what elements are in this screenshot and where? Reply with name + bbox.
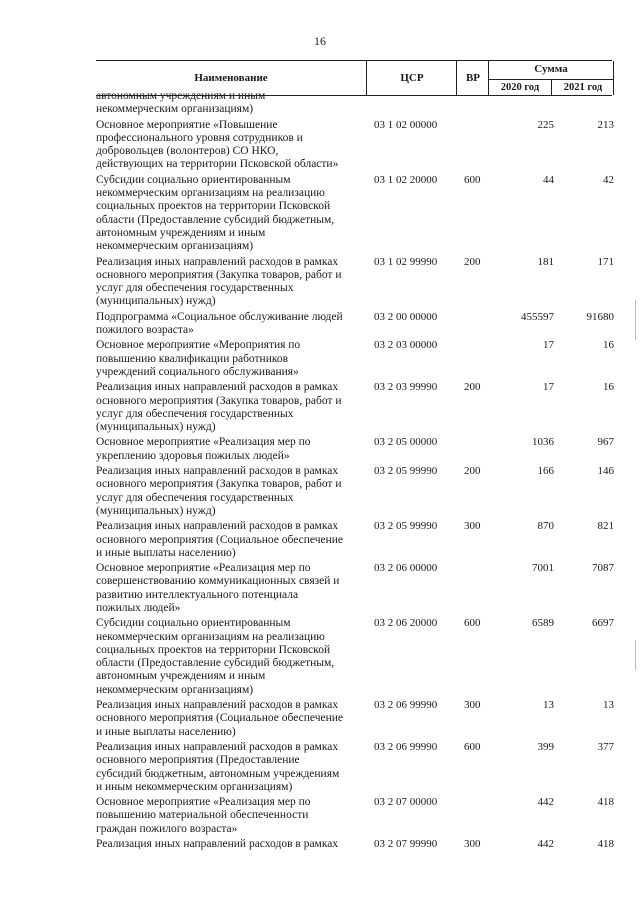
header-sum-title: Сумма: [534, 63, 568, 75]
row-name: Основное мероприятие «Повышение профессионального уровня сотрудников и добровольцев (волонтеров) СО НКО, действующих на территории Псковской области»: [96, 118, 339, 171]
row-name: Реализация иных направлений расходов в рамках основного мероприятия (Закупка товаров, работ и услуг для обеспечения государственных (муниципальных) нужд): [96, 255, 342, 308]
header-vr: ВР: [456, 61, 489, 95]
row-sum-2021: 418: [597, 796, 614, 809]
row-sum-2021: 13: [603, 699, 614, 712]
row-csr: 03 2 05 99990: [374, 465, 438, 478]
row-sum-2021: 377: [597, 740, 614, 753]
row-sum-2021: 967: [597, 436, 614, 449]
row-sum-2020: 870: [537, 520, 554, 533]
row-csr: 03 2 00 00000: [374, 310, 438, 323]
row-vr: 200: [464, 381, 481, 394]
row-csr: 03 2 03 00000: [374, 339, 438, 352]
row-vr: 600: [464, 617, 481, 630]
row-sum-2020: 442: [537, 838, 554, 851]
table-row: [96, 520, 616, 560]
row-name: Основное мероприятие «Реализация мер по повышению материальной обеспеченности граждан пожилого возраста»: [96, 796, 311, 835]
row-vr: 200: [464, 255, 481, 268]
page-number: 16: [314, 34, 326, 48]
row-csr: 03 2 06 00000: [374, 562, 438, 575]
header-csr: ЦСР: [366, 61, 457, 95]
row-csr: 03 2 07 00000: [374, 796, 438, 809]
row-sum-2020: 1036: [532, 436, 554, 449]
row-name: Субсидии социально ориентированным некоммерческим организациям на реализацию социальных проектов на территории Псковской области (Предоставление субсидий бюджетным, автономным учреждениям и иным некоммерческим организациям): [96, 617, 335, 696]
row-sum-2021: 821: [597, 520, 614, 533]
row-sum-2020: 7001: [532, 562, 554, 575]
row-sum-2020: 17: [543, 381, 554, 394]
row-name: Реализация иных направлений расходов в рамках основного мероприятия (Закупка товаров, работ и услуг для обеспечения государственных (муниципальных) нужд): [96, 465, 342, 517]
row-name: Основное мероприятие «Реализация мер по укреплению здоровья пожилых людей»: [96, 436, 311, 462]
table-row: [96, 699, 616, 739]
table-row: [96, 256, 616, 309]
table-row: [96, 562, 616, 615]
row-sum-2020: 17: [543, 339, 554, 352]
row-csr: 03 2 06 99990: [374, 699, 438, 712]
row-name: Реализация иных направлений расходов в рамках основного мероприятия (Социальное обеспечение и иные выплаты населению): [96, 520, 343, 559]
row-sum-2021: 7087: [592, 562, 614, 575]
row-sum-2020: 181: [537, 255, 554, 268]
row-vr: 200: [464, 465, 481, 478]
row-vr: 300: [464, 520, 481, 533]
row-vr: 300: [464, 838, 481, 851]
row-sum-2021: 42: [603, 173, 614, 186]
row-csr: 03 1 02 99990: [374, 255, 438, 268]
row-csr: 03 2 05 00000: [374, 436, 438, 449]
row-sum-2020: 399: [537, 740, 554, 753]
table-row: [96, 174, 616, 254]
row-csr: 03 1 02 20000: [374, 173, 438, 186]
header-year-2020: 2020 год: [489, 79, 551, 95]
row-name: Субсидии социально ориентированным некоммерческим организациям на реализацию социальных проектов на территории Псковской области (Предоставление субсидий бюджетным, автономным учреждениям и иным некоммерческим организациям): [96, 173, 335, 253]
row-sum-2021: 16: [603, 381, 614, 394]
row-name: Основное мероприятие «Мероприятия по повышению квалификации работников учреждений социального обслуживания»: [96, 339, 301, 378]
table-body: [96, 90, 616, 851]
table-row: [96, 741, 616, 794]
row-csr: 03 2 07 99990: [374, 838, 438, 851]
row-csr: 03 2 05 99990: [374, 520, 438, 533]
table-row: [96, 617, 616, 697]
row-name: Подпрограмма «Социальное обслуживание людей пожилого возраста»: [96, 310, 343, 337]
table-row: [96, 838, 616, 851]
row-sum-2021: 171: [597, 255, 614, 268]
row-csr: 03 1 02 00000: [374, 118, 438, 131]
row-csr: 03 2 03 99990: [374, 381, 438, 394]
table-row: [96, 90, 616, 117]
row-sum-2020: 442: [537, 796, 554, 809]
scan-edge-mark: [635, 640, 636, 670]
row-name: Реализация иных направлений расходов в рамках: [96, 838, 339, 851]
row-sum-2021: 6697: [592, 617, 614, 630]
row-sum-2021: 91680: [586, 310, 614, 323]
row-sum-2021: 213: [597, 118, 614, 131]
row-sum-2020: 225: [537, 118, 554, 131]
row-sum-2020: 6589: [532, 617, 554, 630]
table-row: [96, 119, 616, 172]
table-row: [96, 465, 616, 518]
row-vr: 300: [464, 699, 481, 712]
row-csr: 03 2 06 20000: [374, 617, 438, 630]
row-sum-2021: 16: [603, 339, 614, 352]
table-row: [96, 436, 616, 463]
table-row: [96, 381, 616, 434]
row-sum-2020: 13: [543, 699, 554, 712]
header-year-2021: 2021 год: [551, 79, 614, 95]
row-name: автономным учреждениям и иным некоммерческим организациям): [96, 90, 266, 116]
row-sum-2020: 455597: [521, 310, 554, 323]
table-row: [96, 339, 616, 379]
row-sum-2021: 418: [597, 838, 614, 851]
row-csr: 03 2 06 99990: [374, 740, 438, 753]
row-name: Реализация иных направлений расходов в рамках основного мероприятия (Предоставление субсидий бюджетным, автономным учреждениям и иным некоммерческим организациям): [96, 740, 340, 793]
scan-edge-mark: [635, 300, 636, 340]
row-vr: 600: [464, 173, 481, 186]
row-name: Реализация иных направлений расходов в рамках основного мероприятия (Закупка товаров, работ и услуг для обеспечения государственных (муниципальных) нужд): [96, 381, 342, 434]
table-row: [96, 796, 616, 836]
row-sum-2021: 146: [597, 465, 614, 478]
row-vr: 600: [464, 740, 481, 753]
table-row: [96, 311, 616, 338]
row-sum-2020: 166: [537, 465, 554, 478]
row-name: Реализация иных направлений расходов в рамках основного мероприятия (Социальное обеспечение и иные выплаты населению): [96, 699, 343, 738]
row-name: Основное мероприятие «Реализация мер по совершенствованию коммуникационных связей и развитию интеллектуального потенциала пожилых людей»: [96, 562, 340, 614]
row-sum-2020: 44: [543, 173, 554, 186]
header-name: Наименование: [194, 72, 268, 84]
